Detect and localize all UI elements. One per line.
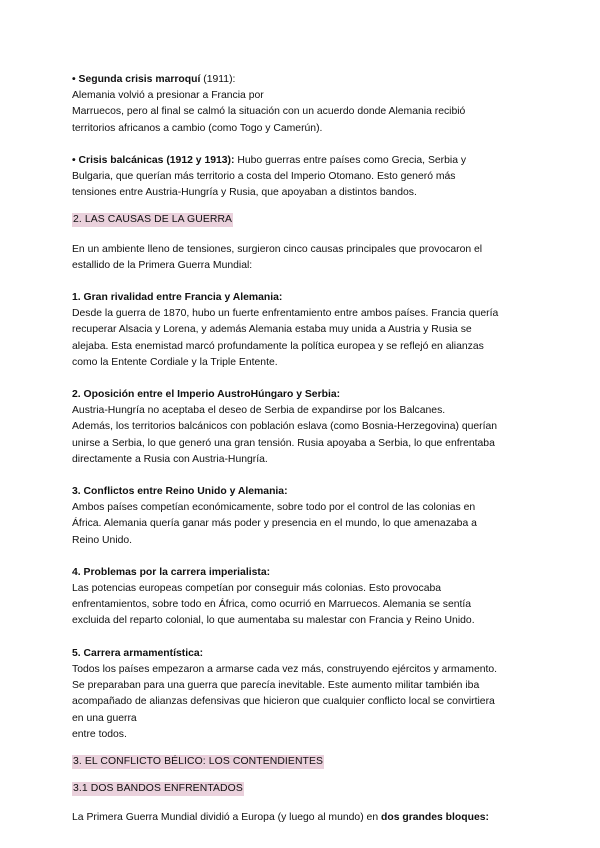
paragraph-crisis-balcanicas xyxy=(72,153,532,202)
text-line: acompañado de alianzas defensivas que hicieron que cualquier conflicto local se convirtiera xyxy=(72,696,495,708)
text-line: recuperar Alsacia y Lorena, y además Alemania estaba muy unida a Austria y Rusia se xyxy=(72,324,472,336)
cause-title: 5. Carrera armamentística: xyxy=(72,647,204,659)
text-line: Alemania volvió a presionar a Francia por xyxy=(72,90,264,102)
bullet-title-crisis-marroqui: • Segunda crisis marroquí xyxy=(72,74,201,85)
section-3-heading-row xyxy=(72,754,532,770)
cause-title: 1. Gran rivalidad entre Francia y Alemania: xyxy=(72,292,283,304)
cause-title: 4. Problemas por la carrera imperialista: xyxy=(72,566,271,578)
text-line: Marruecos, pero al final se calmó la situación con un acuerdo donde Alemania recibió xyxy=(72,106,466,118)
text-line: Ambos países competían económicamente, sobre todo por el control de las colonias en xyxy=(72,502,476,514)
cause-title: 2. Oposición entre el Imperio AustroHúngaro y Serbia: xyxy=(72,389,341,401)
text-line: entre todos. xyxy=(72,728,127,740)
cause-title: 3. Conflictos entre Reino Unido y Alemania: xyxy=(72,486,288,498)
text-line: territorios africanos a cambio (como Togo y Camerún). xyxy=(72,122,323,134)
cause-2 xyxy=(72,387,532,468)
section-2-heading-row xyxy=(72,212,532,228)
text-line: Se preparaban para una guerra que parecía inevitable. Este aumento militar también iba xyxy=(72,680,480,692)
text-line: directamente a Rusia con Austria-Hungría. xyxy=(72,453,268,465)
text-line: Hubo guerras entre países como Grecia, Serbia y xyxy=(234,154,467,166)
text-line: en una guerra xyxy=(72,712,137,724)
section-2-intro xyxy=(72,242,532,274)
cause-3 xyxy=(72,484,532,549)
text-line: África. Alemania quería ganar más poder y presencia en el mundo, lo que amenazaba a xyxy=(72,518,477,530)
text-line: Reino Unido. xyxy=(72,534,133,546)
text-line: Bulgaria, que querían más territorio a costa del Imperio Otomano. Esto generó más xyxy=(72,171,456,183)
text-line: Austria-Hungría no aceptaba el deseo de Serbia de expandirse por los Balcanes. xyxy=(72,405,446,417)
section-3-heading: 3. EL CONFLICTO BÉLICO: LOS CONTENDIENTES xyxy=(73,755,324,767)
text-line: tensiones entre Austria-Hungría y Rusia, que apoyaban a distintos bandos. xyxy=(72,187,417,199)
section-3-1-heading: 3.1 DOS BANDOS ENFRENTADOS xyxy=(73,783,243,795)
text-line: alejaba. Esta enemistad marcó profundamente la política europea y se reflejó en alianzas xyxy=(72,340,484,352)
cause-1 xyxy=(72,290,532,371)
text-line: enfrentamientos, sobre todo en África, como ocurrió en Marruecos. Alemania se sentía xyxy=(72,599,472,611)
bold-phrase: dos grandes bloques: xyxy=(381,812,489,824)
text-line: unirse a Serbia, lo que generó una gran tensión. Rusia apoyaba a Serbia, lo que enfrentaba xyxy=(72,437,495,449)
text-line: Todos los países empezaron a armarse cada vez más, construyendo ejércitos y armamento. xyxy=(72,663,498,675)
text-line: Además, los territorios balcánicos con población eslava (como Bosnia-Herzegovina) querían xyxy=(72,421,498,433)
section-3-1-heading-row xyxy=(72,781,532,797)
year-crisis-marroqui: (1911): xyxy=(200,74,236,85)
paragraph-crisis-marroqui xyxy=(72,72,532,137)
section-3-paragraph xyxy=(72,810,532,826)
cause-4 xyxy=(72,565,532,630)
section-2-heading: 2. LAS CAUSAS DE LA GUERRA xyxy=(73,214,233,226)
text-line: En un ambiente lleno de tensiones, surgieron cinco causas principales que provocaron el xyxy=(72,243,483,255)
bullet-title-crisis-balcanicas: • Crisis balcánicas (1912 y 1913): xyxy=(72,154,235,166)
text-line: como la Entente Cordiale y la Triple Entente. xyxy=(72,356,278,368)
cause-5 xyxy=(72,646,532,743)
document-page xyxy=(72,72,532,827)
text-line: Desde la guerra de 1870, hubo un fuerte enfrentamiento entre ambos países. Francia quería xyxy=(72,308,499,320)
text-line: La Primera Guerra Mundial dividió a Europa (y luego al mundo) en xyxy=(72,812,381,824)
text-line: Las potencias europeas competían por conseguir más colonias. Esto provocaba xyxy=(72,583,442,595)
text-line: estallido de la Primera Guerra Mundial: xyxy=(72,259,253,271)
text-line: excluida del reparto colonial, lo que aumentaba su malestar con Francia y Reino Unido. xyxy=(72,615,475,627)
